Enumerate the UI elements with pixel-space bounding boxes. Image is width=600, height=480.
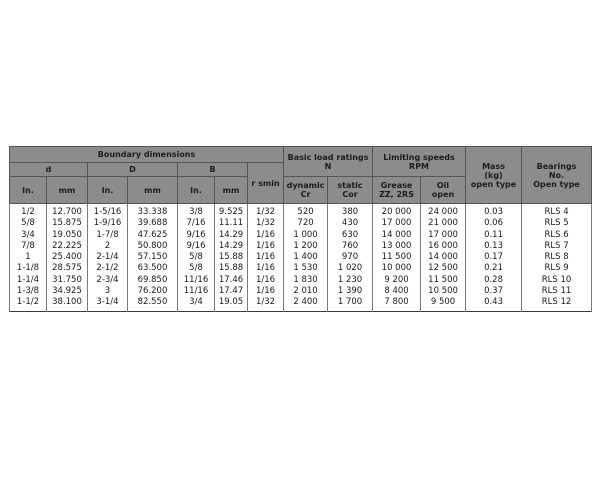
- mass-title: Mass: [482, 161, 505, 171]
- outer-d-mm-cell: 63.500: [128, 263, 178, 274]
- zz-2rs-label: ZZ, 2RS: [379, 190, 414, 199]
- basic-load-ratings-title: Basic load ratings: [287, 152, 369, 162]
- d-in-cell: 5/8: [10, 218, 47, 229]
- dynamic-cr-cell: 520: [284, 204, 328, 219]
- mass-header: [466, 147, 522, 204]
- bearings-no: No.: [548, 170, 565, 180]
- d-mm-cell: 38.100: [47, 297, 88, 311]
- grease-speed-cell: 10 000: [373, 263, 421, 274]
- b-mm-cell: 11.11: [215, 218, 248, 229]
- mass-cell: 0.11: [466, 230, 522, 241]
- bearing-no-cell: RLS 6: [522, 230, 592, 241]
- outer-d-mm-cell: 82.550: [128, 297, 178, 311]
- grease-speed-cell: 13 000: [373, 241, 421, 252]
- bearing-no-cell: RLS 4: [522, 204, 592, 219]
- static-cor-cell: 1 700: [328, 297, 373, 311]
- static-cor-cell: 1 020: [328, 263, 373, 274]
- r-smin-cell: 1/16: [248, 286, 284, 297]
- b-in-cell: 3/8: [178, 204, 215, 219]
- static-cor-cell: 630: [328, 230, 373, 241]
- grease-label: Grease: [380, 181, 413, 190]
- grease-speed-cell: 17 000: [373, 218, 421, 229]
- dynamic-cr-cell: 1 200: [284, 241, 328, 252]
- table-row: [10, 252, 592, 263]
- oil-label: Oil: [436, 181, 450, 190]
- limiting-speeds-title: Limiting speeds: [383, 152, 455, 162]
- outer-d-mm-cell: 33.338: [128, 204, 178, 219]
- outer-d-in-cell: 1-9/16: [88, 218, 128, 229]
- mass-unit: (kg): [484, 170, 503, 180]
- table-row: [10, 263, 592, 274]
- r-smin-cell: 1/16: [248, 263, 284, 274]
- static-cor-cell: 760: [328, 241, 373, 252]
- d-in-cell: 1: [10, 252, 47, 263]
- static-label: static: [337, 181, 363, 190]
- outer-d-in-header: In.: [88, 177, 128, 204]
- outer-d-in-cell: 1-7/8: [88, 230, 128, 241]
- table-row: [10, 286, 592, 297]
- oil-speed-cell: 11 500: [421, 275, 466, 286]
- mass-cell: 0.03: [466, 204, 522, 219]
- cor-label: Cor: [342, 190, 358, 199]
- grease-speed-cell: 8 400: [373, 286, 421, 297]
- d-mm-cell: 12.700: [47, 204, 88, 219]
- d-mm-cell: 22.225: [47, 241, 88, 252]
- b-header: B: [178, 163, 248, 177]
- r-smin-header: r smin: [248, 163, 284, 204]
- outer-d-in-cell: 3: [88, 286, 128, 297]
- bearing-no-cell: RLS 12: [522, 297, 592, 311]
- static-cor-cell: 1 230: [328, 275, 373, 286]
- static-cor-cell: 1 390: [328, 286, 373, 297]
- b-mm-cell: 14.29: [215, 230, 248, 241]
- b-mm-cell: 15.88: [215, 263, 248, 274]
- table-row: [10, 241, 592, 252]
- static-cor-cell: 970: [328, 252, 373, 263]
- r-smin-cell: 1/16: [248, 252, 284, 263]
- bearings-type: Open type: [533, 179, 580, 189]
- grease-speed-cell: 7 800: [373, 297, 421, 311]
- oil-speed-cell: 10 500: [421, 286, 466, 297]
- b-mm-cell: 17.46: [215, 275, 248, 286]
- outer-d-mm-cell: 69.850: [128, 275, 178, 286]
- b-in-cell: 5/8: [178, 263, 215, 274]
- outer-d-mm-cell: 39.688: [128, 218, 178, 229]
- r-smin-cell: 1/16: [248, 230, 284, 241]
- r-smin-cell: 1/32: [248, 204, 284, 219]
- oil-header: [421, 177, 466, 204]
- oil-speed-cell: 16 000: [421, 241, 466, 252]
- oil-speed-cell: 12 500: [421, 263, 466, 274]
- d-in-cell: 7/8: [10, 241, 47, 252]
- bearing-no-cell: RLS 5: [522, 218, 592, 229]
- outer-d-in-cell: 2-3/4: [88, 275, 128, 286]
- d-mm-cell: 25.400: [47, 252, 88, 263]
- outer-d-mm-cell: 57.150: [128, 252, 178, 263]
- bearing-no-cell: RLS 11: [522, 286, 592, 297]
- dynamic-cr-header: [284, 177, 328, 204]
- mass-type: open type: [470, 179, 517, 189]
- b-mm-header: mm: [215, 177, 248, 204]
- outer-d-mm-header: mm: [128, 177, 178, 204]
- outer-d-in-cell: 3-1/4: [88, 297, 128, 311]
- oil-speed-cell: 24 000: [421, 204, 466, 219]
- mass-cell: 0.13: [466, 241, 522, 252]
- b-mm-cell: 15.88: [215, 252, 248, 263]
- outer-d-mm-cell: 76.200: [128, 286, 178, 297]
- b-in-cell: 3/4: [178, 297, 215, 311]
- table-row: [10, 297, 592, 311]
- d-in-header: In.: [10, 177, 47, 204]
- d-mm-cell: 19.050: [47, 230, 88, 241]
- oil-speed-cell: 21 000: [421, 218, 466, 229]
- grease-header: [373, 177, 421, 204]
- bearing-no-cell: RLS 7: [522, 241, 592, 252]
- outer-d-in-cell: 2: [88, 241, 128, 252]
- dynamic-cr-cell: 1 830: [284, 275, 328, 286]
- r-smin-cell: 1/32: [248, 218, 284, 229]
- grease-speed-cell: 20 000: [373, 204, 421, 219]
- outer-d-in-cell: 1-5/16: [88, 204, 128, 219]
- r-smin-cell: 1/32: [248, 297, 284, 311]
- table-row: [10, 204, 592, 219]
- b-mm-cell: 14.29: [215, 241, 248, 252]
- b-in-cell: 9/16: [178, 230, 215, 241]
- outer-d-mm-cell: 50.800: [128, 241, 178, 252]
- outer-d-mm-cell: 47.625: [128, 230, 178, 241]
- outer-d-in-cell: 2-1/4: [88, 252, 128, 263]
- grease-speed-cell: 14 000: [373, 230, 421, 241]
- bearing-no-cell: RLS 8: [522, 252, 592, 263]
- table-row: [10, 275, 592, 286]
- dynamic-label: dynamic: [286, 181, 325, 190]
- b-in-cell: 5/8: [178, 252, 215, 263]
- limiting-speeds-unit: RPM: [409, 161, 430, 171]
- b-mm-cell: 9.525: [215, 204, 248, 219]
- b-in-cell: 7/16: [178, 218, 215, 229]
- dynamic-cr-cell: 1 000: [284, 230, 328, 241]
- d-header: d: [10, 163, 88, 177]
- limiting-speeds-header: [373, 147, 466, 177]
- d-in-cell: 3/4: [10, 230, 47, 241]
- mass-cell: 0.06: [466, 218, 522, 229]
- d-in-cell: 1-1/4: [10, 275, 47, 286]
- dynamic-cr-cell: 2 010: [284, 286, 328, 297]
- b-in-cell: 11/16: [178, 275, 215, 286]
- bearing-no-cell: RLS 9: [522, 263, 592, 274]
- static-cor-header: [328, 177, 373, 204]
- r-smin-cell: 1/16: [248, 275, 284, 286]
- d-in-cell: 1-1/8: [10, 263, 47, 274]
- dynamic-cr-cell: 2 400: [284, 297, 328, 311]
- outer-d-header: D: [88, 163, 178, 177]
- d-mm-header: mm: [47, 177, 88, 204]
- basic-load-ratings-header: [284, 147, 373, 177]
- oil-speed-cell: 17 000: [421, 230, 466, 241]
- oil-speed-cell: 14 000: [421, 252, 466, 263]
- static-cor-cell: 430: [328, 218, 373, 229]
- b-in-header: In.: [178, 177, 215, 204]
- bearing-spec-table: [9, 146, 592, 312]
- mass-cell: 0.17: [466, 252, 522, 263]
- mass-cell: 0.43: [466, 297, 522, 311]
- d-in-cell: 1/2: [10, 204, 47, 219]
- cr-label: Cr: [300, 190, 311, 199]
- boundary-dimensions-header: Boundary dimensions: [10, 147, 284, 163]
- r-smin-cell: 1/16: [248, 241, 284, 252]
- b-mm-cell: 17.47: [215, 286, 248, 297]
- bearings-header: [522, 147, 592, 204]
- dynamic-cr-cell: 720: [284, 218, 328, 229]
- d-mm-cell: 28.575: [47, 263, 88, 274]
- dynamic-cr-cell: 1 400: [284, 252, 328, 263]
- basic-load-ratings-unit: N: [324, 161, 332, 171]
- d-mm-cell: 31.750: [47, 275, 88, 286]
- d-in-cell: 1-1/2: [10, 297, 47, 311]
- static-cor-cell: 380: [328, 204, 373, 219]
- bearing-no-cell: RLS 10: [522, 275, 592, 286]
- grease-speed-cell: 9 200: [373, 275, 421, 286]
- bearings-title: Bearings: [536, 161, 577, 171]
- grease-speed-cell: 11 500: [373, 252, 421, 263]
- mass-cell: 0.37: [466, 286, 522, 297]
- open-label: open: [431, 190, 455, 199]
- b-in-cell: 11/16: [178, 286, 215, 297]
- mass-cell: 0.21: [466, 263, 522, 274]
- d-mm-cell: 34.925: [47, 286, 88, 297]
- oil-speed-cell: 9 500: [421, 297, 466, 311]
- d-mm-cell: 15.875: [47, 218, 88, 229]
- b-in-cell: 9/16: [178, 241, 215, 252]
- dynamic-cr-cell: 1 530: [284, 263, 328, 274]
- d-in-cell: 1-3/8: [10, 286, 47, 297]
- table-row: [10, 218, 592, 229]
- b-mm-cell: 19.05: [215, 297, 248, 311]
- mass-cell: 0.28: [466, 275, 522, 286]
- outer-d-in-cell: 2-1/2: [88, 263, 128, 274]
- table-row: [10, 230, 592, 241]
